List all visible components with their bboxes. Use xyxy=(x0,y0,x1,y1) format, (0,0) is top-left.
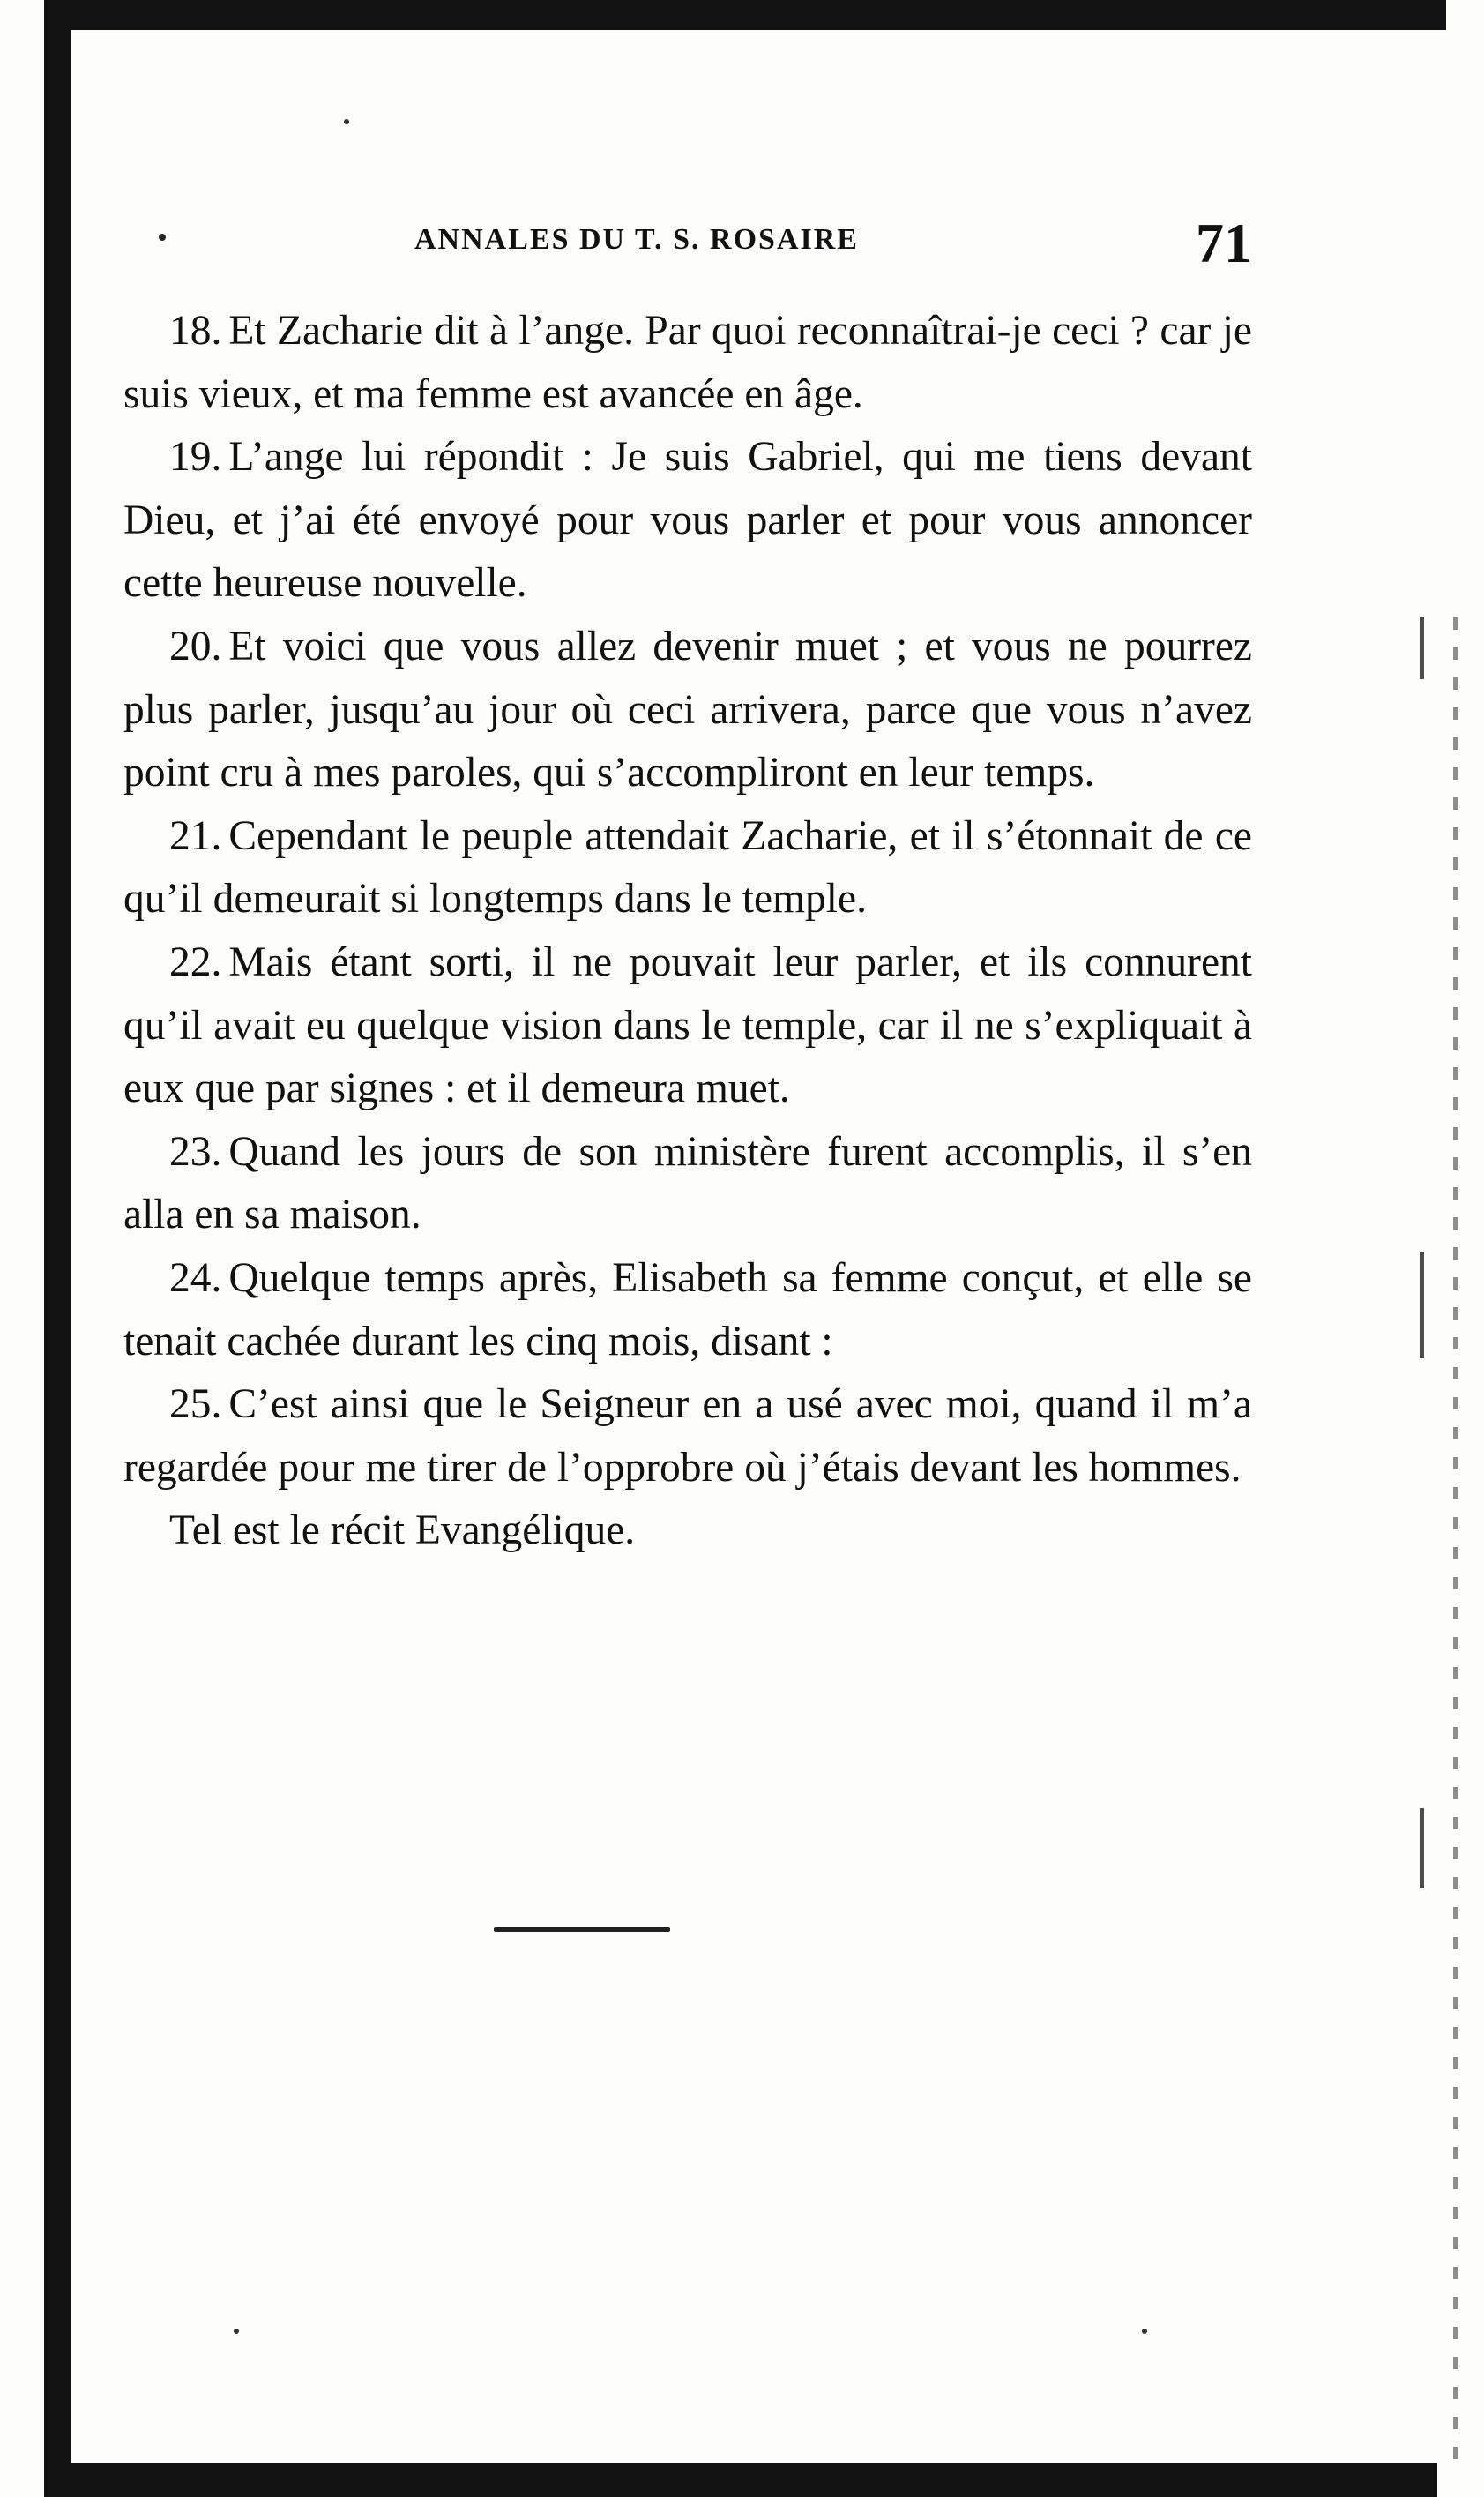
verse-number: 23. xyxy=(169,1128,222,1175)
verse-number: 24. xyxy=(169,1254,222,1301)
closing-line: Tel est le récit Evangélique. xyxy=(169,1507,636,1554)
verse-text: L’ange lui répondit : Je suis Gabriel, qui me tiens devant Dieu, et j’ai été envoyé pour vous parler et pour vous annoncer cette heureuse nouvelle. xyxy=(123,434,1252,607)
verse-text: Mais étant sorti, il ne pouvait leur parler, et ils connurent qu’il avait eu quelque vision dans le temple, car il ne s’expliquait à eux que par signes : et il demeura muet. xyxy=(123,938,1252,1112)
verse-paragraph xyxy=(123,616,1252,805)
running-title: ANNALES DU T. S. ROSAIRE xyxy=(414,223,859,256)
body-text xyxy=(123,300,1252,1563)
section-divider xyxy=(494,1927,670,1932)
verse-paragraph xyxy=(123,805,1252,931)
verse-text: Quelque temps après, Elisabeth sa femme conçut, et elle se tenait cachée durant les cinq mois, disant : xyxy=(123,1254,1252,1364)
verse-text: Cependant le peuple attendait Zacharie, et il s’étonnait de ce qu’il demeurait si longtemps dans le temple. xyxy=(123,812,1252,923)
verse-text: C’est ainsi que le Seigneur en a usé avec moi, quand il m’a regardée pour me tirer de l’opprobre où j’étais devant les hommes. xyxy=(123,1381,1252,1491)
print-speck xyxy=(159,234,166,241)
verse-number: 20. xyxy=(169,623,222,669)
print-speck xyxy=(344,119,349,124)
verse-number: 22. xyxy=(169,938,222,985)
scan-border-bottom xyxy=(44,2463,1437,2497)
verse-paragraph xyxy=(123,1247,1252,1373)
scan-mark xyxy=(1420,617,1424,679)
page-number: 71 xyxy=(1196,212,1252,274)
running-header xyxy=(414,212,1252,278)
verse-paragraph xyxy=(123,931,1252,1121)
scan-mark xyxy=(1420,1808,1424,1888)
print-speck xyxy=(1142,2329,1147,2334)
scan-border-left xyxy=(44,0,71,2497)
scan-mark xyxy=(1420,1252,1424,1358)
scan-border-top xyxy=(53,0,1446,30)
verse-text: Et Zacharie dit à l’ange. Par quoi reconnaîtrai-je ceci ? car je suis vieux, et ma femme est avancée en âge. xyxy=(123,308,1252,417)
verse-text: Quand les jours de son ministère furent accomplis, il s’en alla en sa maison. xyxy=(123,1128,1252,1238)
verse-number: 21. xyxy=(169,812,222,859)
verse-paragraph xyxy=(123,1373,1252,1499)
scan-border-right xyxy=(1453,617,1458,2470)
verse-number: 25. xyxy=(169,1381,222,1428)
verse-text: Et voici que vous allez devenir muet ; et vous ne pourrez plus parler, jusqu’au jour où ceci arrivera, parce que vous n’avez point cru à mes paroles, qui s’accompliront en leur temps. xyxy=(123,623,1252,796)
verse-paragraph xyxy=(123,300,1252,426)
verse-paragraph xyxy=(123,426,1252,616)
verse-paragraph xyxy=(123,1121,1252,1247)
verse-number: 18. xyxy=(169,308,222,354)
verse-number: 19. xyxy=(169,434,222,481)
print-speck xyxy=(234,2329,239,2334)
